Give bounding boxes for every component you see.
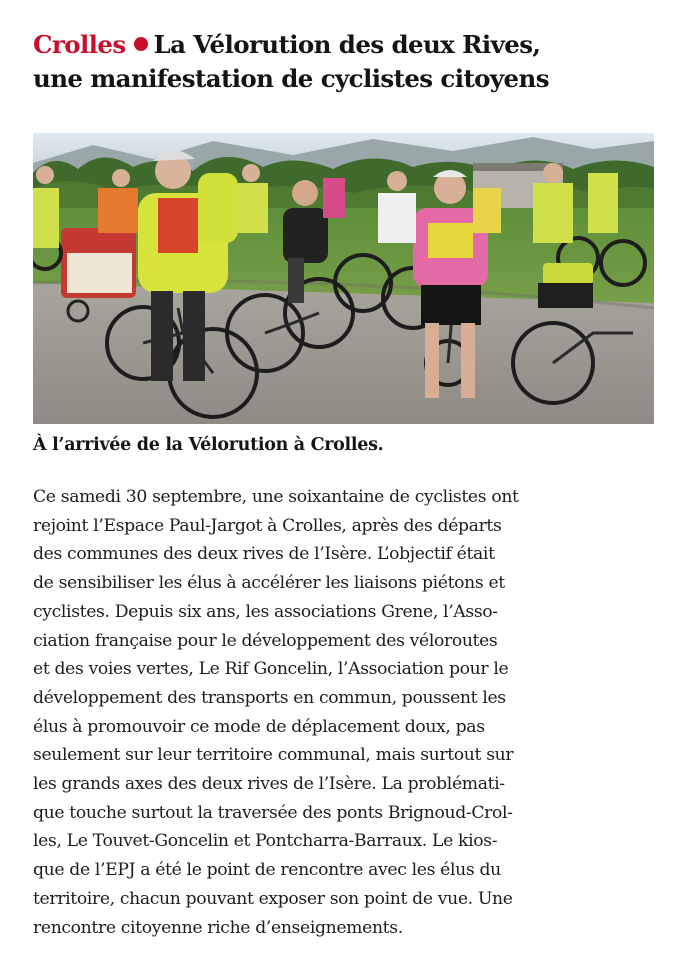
body-line: que touche surtout la traversée des ponts Brignoud-Crol-	[33, 802, 513, 823]
body-line: et des voies vertes, Le Rif Goncelin, l’Association pour le	[33, 659, 509, 680]
headline-title-part-1: La Vélorution des deux Rives,	[153, 30, 541, 59]
article-body	[33, 483, 658, 942]
body-line: territoire, chacun pouvant exposer son point de vue. Une	[33, 888, 513, 909]
article-headline	[33, 28, 658, 96]
body-line: développement des transports en commun, poussent les	[33, 687, 506, 708]
body-line: ciation française pour le développement des véloroutes	[33, 630, 498, 651]
body-line: seulement sur leur territoire communal, mais surtout sur	[33, 745, 514, 766]
body-line: élus à promouvoir ce mode de déplacement doux, pas	[33, 716, 485, 737]
body-line: Ce samedi 30 septembre, une soixantaine de cyclistes ont	[33, 487, 519, 507]
locality-label: Crolles	[33, 30, 126, 59]
photo-caption: À l’arrivée de la Vélorution à Crolles.	[33, 435, 384, 455]
body-line: que de l’EPJ a été le point de rencontre avec les élus du	[33, 860, 501, 881]
body-line: cyclistes. Depuis six ans, les associations Grene, l’Asso-	[33, 601, 498, 622]
body-line: les, Le Touvet-Goncelin et Pontcharra-Barraux. Le kios-	[33, 831, 498, 852]
body-line: rencontre citoyenne riche d’enseignements.	[33, 917, 403, 938]
body-line: rejoint l’Espace Paul-Jargot à Crolles, après des départs	[33, 515, 502, 536]
article-photo	[33, 133, 654, 424]
cyclists-photo-illustration	[33, 133, 654, 424]
headline-line-1	[33, 28, 658, 62]
red-bullet-icon	[134, 37, 148, 51]
headline-line-2: une manifestation de cyclistes citoyens	[33, 64, 549, 93]
body-line: les grands axes des deux rives de l’Isère. La problémati-	[33, 774, 505, 795]
body-line: de sensibiliser les élus à accélérer les liaisons piétons et	[33, 573, 505, 594]
body-line: des communes des deux rives de l’Isère. L’objectif était	[33, 544, 495, 565]
